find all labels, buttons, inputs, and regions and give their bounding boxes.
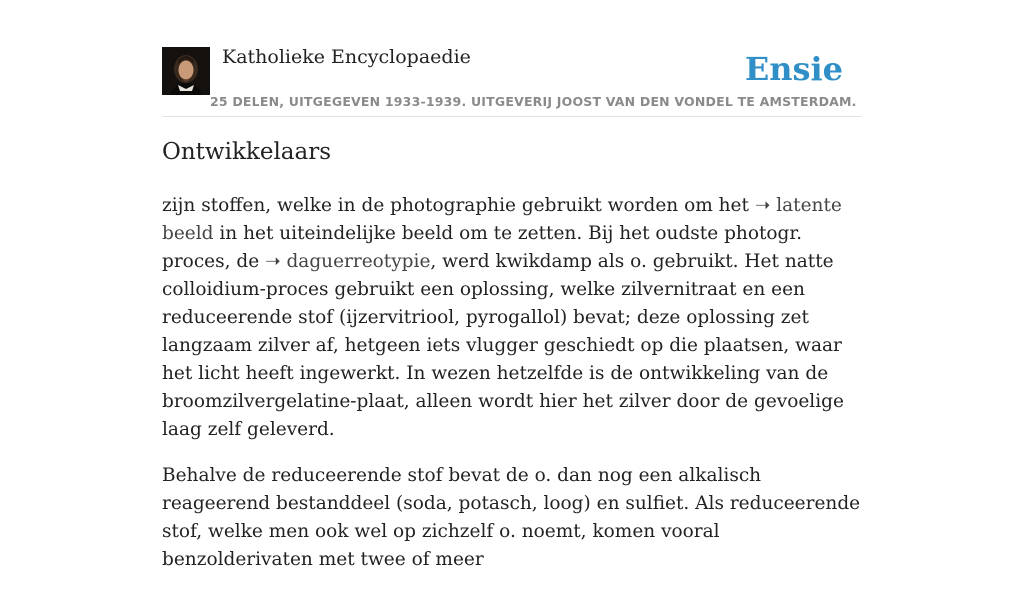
cross-reference-link-latente-beeld[interactable]: ➝ latente beeld [162, 195, 842, 244]
ensie-logo[interactable]: Ensie [744, 50, 843, 88]
paragraph-text: in het uiteindelijke beeld om te zetten. Bij het oudste photogr. proces, de [162, 223, 803, 272]
article-body [162, 192, 862, 592]
portrait-avatar-icon [162, 47, 210, 95]
article-paragraph [162, 192, 862, 444]
source-header [162, 0, 862, 117]
source-subtitle: 25 DELEN, UITGEGEVEN 1933-1939. UITGEVERIJ JOOST VAN DEN VONDEL TE AMSTERDAM. [210, 94, 857, 109]
article-title: Ontwikkelaars [162, 139, 332, 165]
avatar[interactable] [162, 47, 210, 95]
cross-reference-link-daguerreotypie[interactable]: ➝ daguerreotypie [265, 251, 431, 272]
page [162, 0, 862, 570]
article-paragraph: Behalve de reduceerende stof bevat de o. dan nog een alkalisch reageerend bestanddeel (soda, potasch, loog) en sulfiet. Als reduceerende stof, welke men ook wel op zichzelf o. noemt, komen vooral benzolderivaten met twee of meer [162, 465, 861, 570]
paragraph-text: , werd kwikdamp als o. gebruikt. Het natte colloidium-proces gebruikt een oplossing, welke zilvernitraat en een reduceerende stof (ijzervitriool, pyrogallol) bevat; deze oplossing zet langzaam zilver af, hetgeen iets vlugger geschiedt op die plaatsen, waar het licht heeft ingewerkt. In wezen hetzelfde is de ontwikkeling van de broomzilvergelatine-plaat, alleen wordt hier het zilver door de gevoelige laag zelf geleverd. [162, 251, 844, 440]
source-title[interactable]: Katholieke Encyclopaedie [222, 46, 471, 68]
paragraph-text: zijn stoffen, welke in de photographie gebruikt worden om het [162, 195, 755, 216]
